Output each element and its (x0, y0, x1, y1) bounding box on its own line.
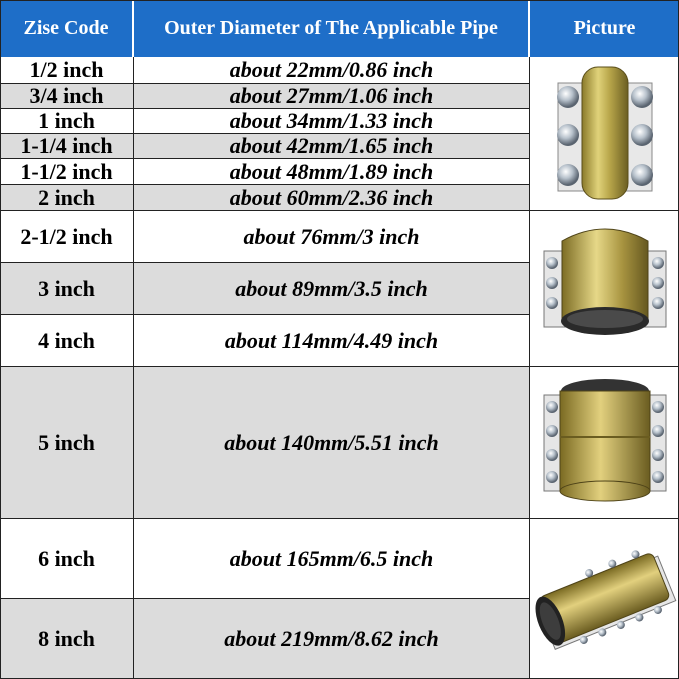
medium-pipe-clamp-icon (530, 211, 679, 367)
row-diameter: about 165mm/6.5 inch (134, 519, 530, 599)
row-size: 5 inch (0, 367, 134, 519)
row-size: 1-1/4 inch (0, 134, 134, 159)
row-diameter: about 60mm/2.36 inch (134, 185, 530, 211)
row-diameter: about 219mm/8.62 inch (134, 599, 530, 679)
row-diameter: about 89mm/3.5 inch (134, 263, 530, 315)
picture-cell (530, 367, 679, 519)
row-size: 6 inch (0, 519, 134, 599)
row-size: 1 inch (0, 109, 134, 134)
row-size: 3 inch (0, 263, 134, 315)
row-diameter: about 114mm/4.49 inch (134, 315, 530, 367)
row-size: 3/4 inch (0, 84, 134, 109)
row-diameter: about 27mm/1.06 inch (134, 84, 530, 109)
row-diameter: about 140mm/5.51 inch (134, 367, 530, 519)
header-picture: Picture (530, 0, 679, 57)
row-diameter: about 42mm/1.65 inch (134, 134, 530, 159)
row-size: 2-1/2 inch (0, 211, 134, 263)
small-pipe-clamp-icon (530, 57, 679, 211)
row-size: 2 inch (0, 185, 134, 211)
header-outer-diameter: Outer Diameter of The Applicable Pipe (134, 0, 530, 57)
row-size: 1-1/2 inch (0, 159, 134, 185)
row-diameter: about 76mm/3 inch (134, 211, 530, 263)
row-diameter: about 22mm/0.86 inch (134, 57, 530, 84)
picture-cell (530, 57, 679, 211)
header-size-code: Zise Code (0, 0, 134, 57)
large-pipe-clamp-icon (530, 367, 679, 519)
row-diameter: about 48mm/1.89 inch (134, 159, 530, 185)
long-pipe-clamp-icon (530, 519, 679, 679)
row-diameter: about 34mm/1.33 inch (134, 109, 530, 134)
row-size: 8 inch (0, 599, 134, 679)
row-size: 1/2 inch (0, 57, 134, 84)
picture-cell (530, 519, 679, 679)
row-size: 4 inch (0, 315, 134, 367)
picture-cell (530, 211, 679, 367)
